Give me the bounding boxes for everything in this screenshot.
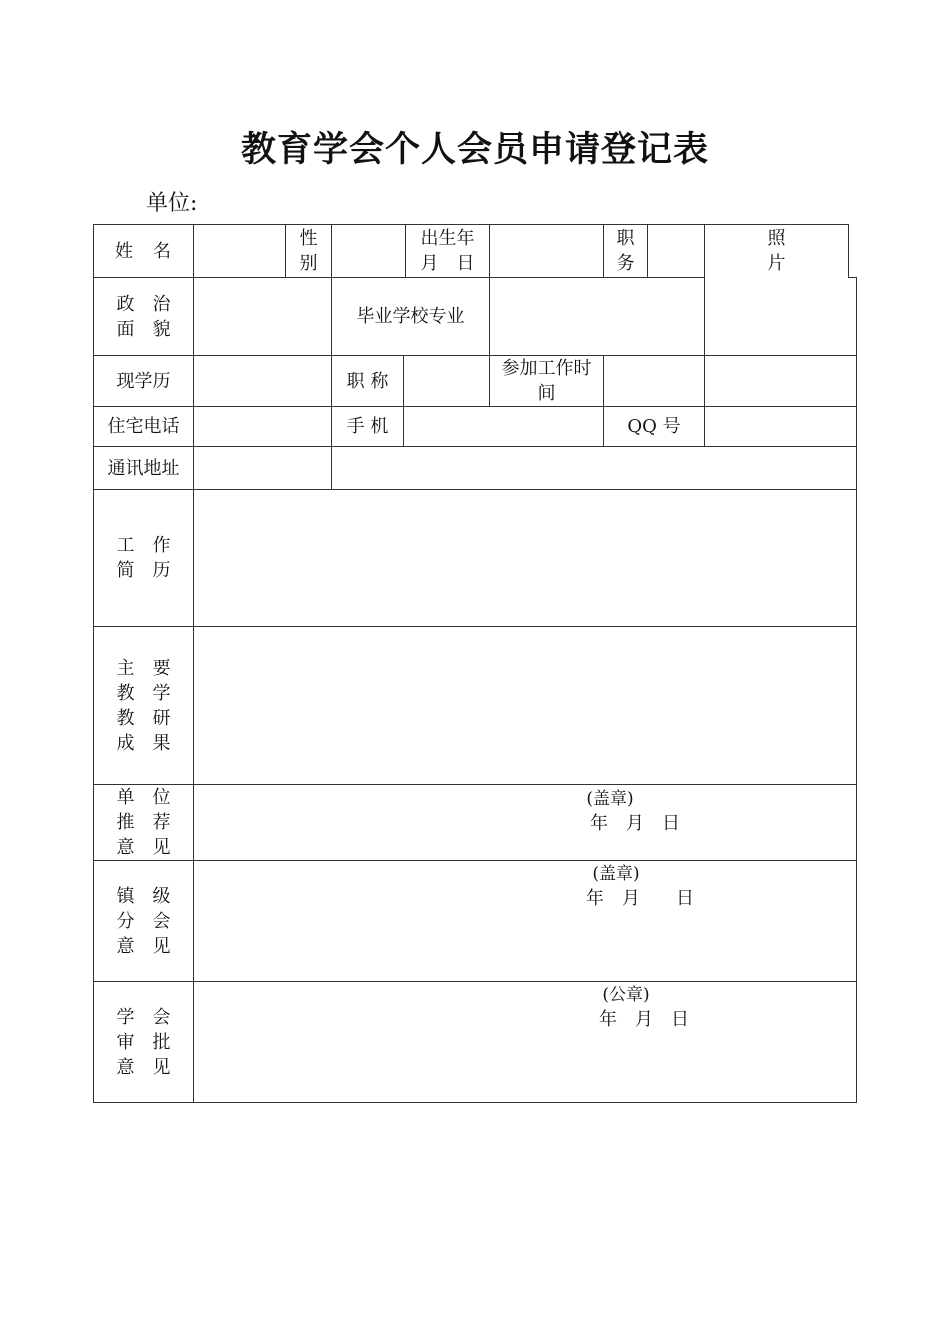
label-school-major: 毕业学校专业 (356, 306, 465, 327)
town-seal-text: (盖章) (592, 863, 640, 884)
unit-seal-text: (盖章) (586, 788, 634, 809)
label-home-phone: 住宅电话 (107, 416, 180, 437)
table-border-bottom (93, 1102, 857, 1103)
label-position: 职 务 (616, 228, 635, 274)
label-work-start: 参加工作时 间 (501, 358, 592, 404)
gender-field[interactable] (332, 225, 405, 277)
label-gender: 性 别 (299, 228, 318, 274)
label-name: 姓 名 (115, 240, 172, 262)
label-achievements: 主 要 教 学 教 研 成 果 (116, 657, 171, 754)
title-field[interactable] (404, 356, 489, 406)
unit-opinion-field[interactable] (194, 785, 856, 860)
society-seal-text: (公章) (602, 984, 650, 1005)
label-society-opinion: 学 会 审 批 意 见 (116, 1006, 171, 1078)
label-unit-opinion: 单 位 推 荐 意 见 (116, 787, 171, 858)
qq-field[interactable] (705, 407, 856, 446)
work-start-field[interactable] (604, 356, 704, 406)
extra-field[interactable] (705, 356, 856, 406)
table-line (848, 224, 849, 277)
label-resume: 工 作 简 历 (116, 535, 171, 581)
mobile-field[interactable] (404, 407, 603, 446)
label-mobile: 手 机 (346, 416, 389, 437)
label-birth: 出生年 月 日 (420, 228, 475, 274)
table-border-right (856, 277, 857, 1103)
name-field[interactable] (194, 225, 285, 277)
form-title: 教育学会个人会员申请登记表 (240, 129, 709, 170)
school-major-field[interactable] (490, 278, 704, 355)
label-address: 通讯地址 (107, 457, 180, 479)
label-education: 现学历 (116, 370, 171, 392)
education-field[interactable] (194, 356, 331, 406)
unit-label: 单位: (146, 191, 198, 216)
political-field[interactable] (194, 278, 331, 355)
position-field[interactable] (648, 225, 704, 277)
label-photo: 照 片 (767, 228, 786, 274)
town-opinion-field[interactable] (194, 861, 856, 981)
label-title: 职 称 (346, 370, 389, 392)
society-date-text: 年 月 日 (599, 1009, 689, 1030)
label-political: 政 治 面 貌 (116, 293, 171, 340)
label-town-opinion: 镇 级 分 会 意 见 (116, 885, 171, 957)
town-date-text: 年 月 日 (586, 888, 694, 909)
address-field[interactable] (194, 447, 856, 489)
label-qq: QQ 号 (627, 416, 681, 437)
home-phone-field[interactable] (194, 407, 331, 446)
resume-field[interactable] (194, 490, 856, 626)
birth-field[interactable] (490, 225, 603, 277)
achievements-field[interactable] (194, 627, 856, 784)
society-opinion-field[interactable] (194, 982, 856, 1102)
unit-date-text: 年 月 日 (590, 813, 680, 834)
photo-area[interactable] (705, 278, 856, 355)
